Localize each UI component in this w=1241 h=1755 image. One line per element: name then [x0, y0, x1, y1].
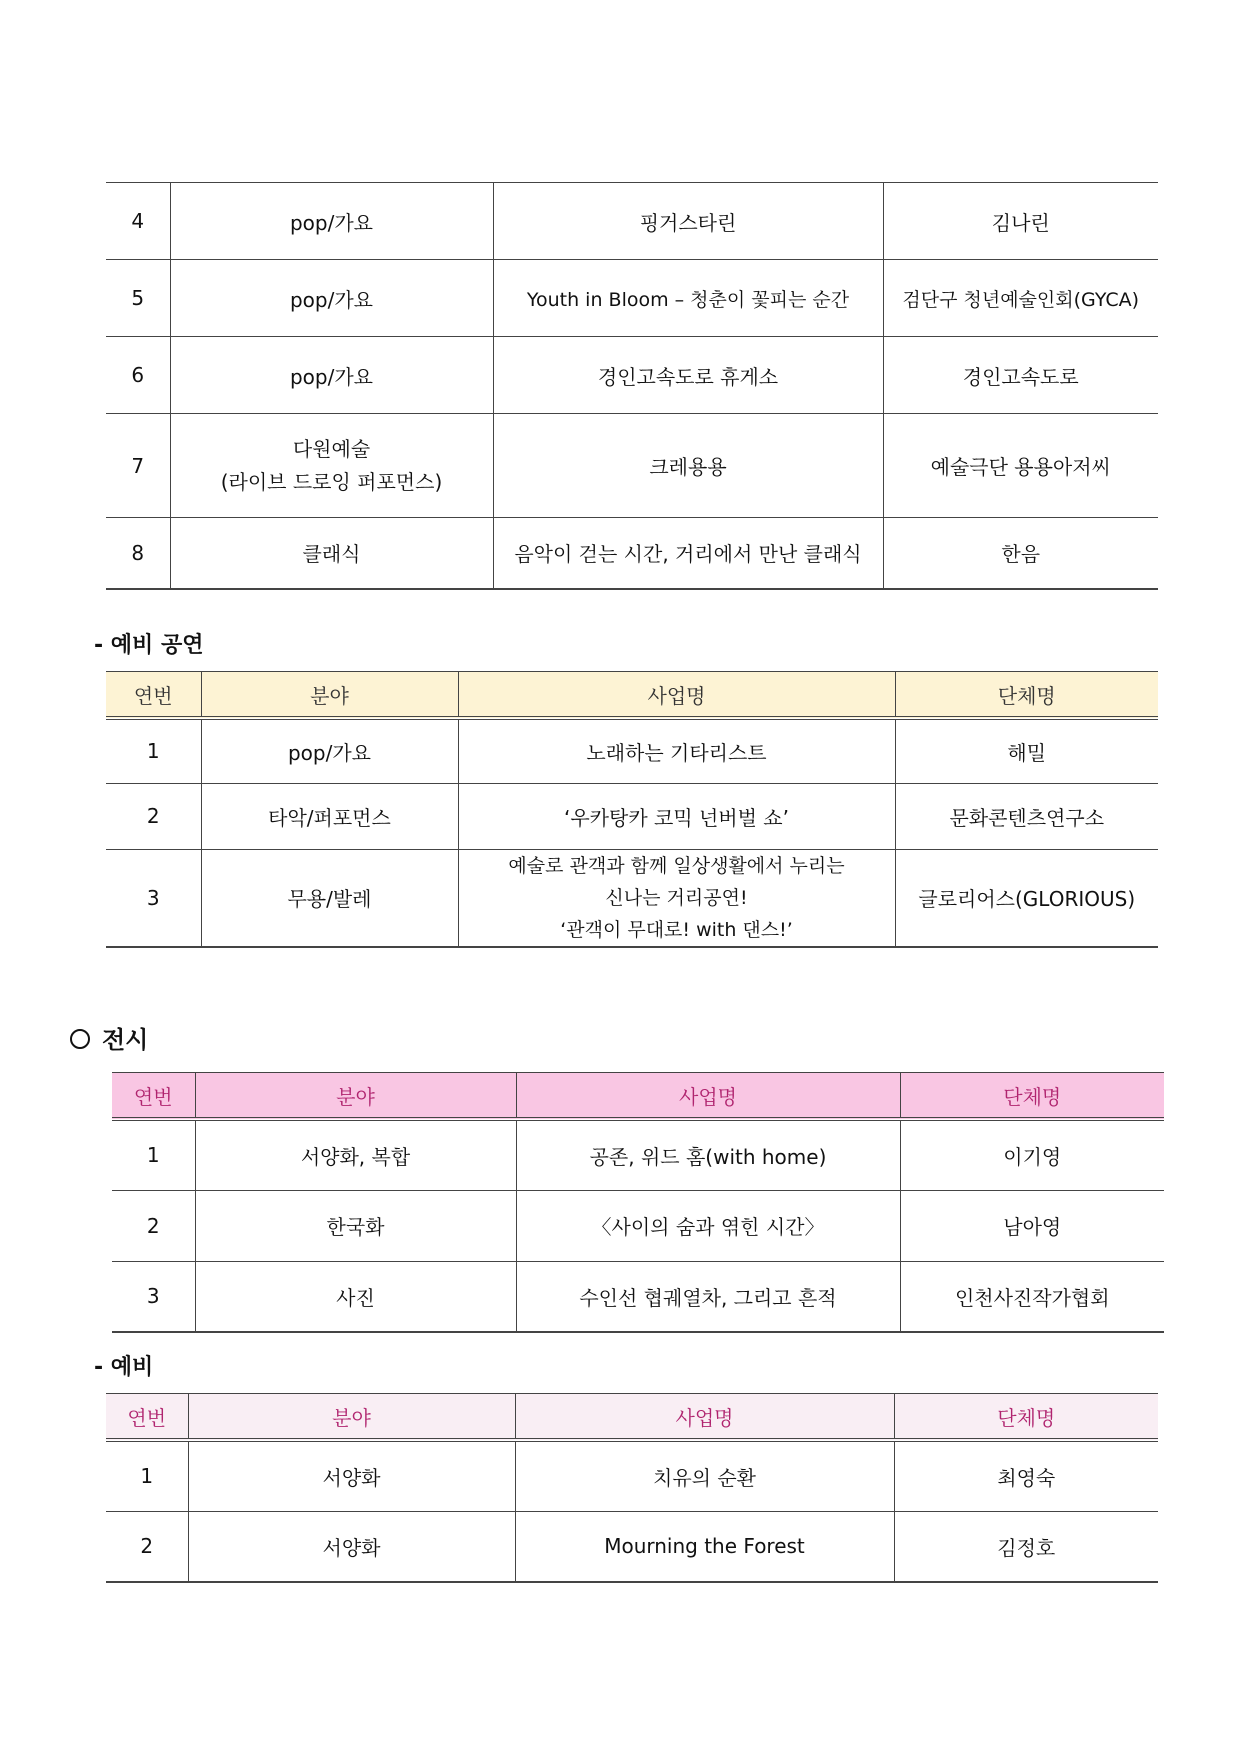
prelim-performance-table [106, 671, 1158, 948]
cell-no: 3 [112, 1261, 195, 1332]
cell-no: 4 [106, 183, 170, 260]
cell-no: 3 [106, 849, 201, 947]
table-row [106, 260, 1158, 337]
header-no: 연번 [112, 1073, 195, 1120]
field-line: 다원예술 [292, 436, 371, 461]
project-line: ‘관객이 무대로! with 댄스!’ [560, 918, 793, 941]
table-row [112, 1119, 1164, 1190]
cell-field: 무용/발레 [201, 849, 458, 947]
cell-group: 한음 [883, 518, 1158, 589]
cell-field: 한국화 [195, 1190, 516, 1261]
performance-table-continued [106, 182, 1158, 590]
cell-field: 서양화, 복합 [195, 1119, 516, 1190]
cell-field: pop/가요 [170, 183, 493, 260]
cell-field: 서양화 [188, 1511, 515, 1582]
cell-group: 해밀 [895, 718, 1158, 783]
section-label-prelim-performance: - 예비 공연 [94, 633, 204, 658]
cell-field [170, 414, 493, 518]
cell-no: 2 [112, 1190, 195, 1261]
header-project: 사업명 [515, 1394, 894, 1441]
header-group: 단체명 [894, 1394, 1158, 1441]
cell-no: 1 [106, 718, 201, 783]
table-header-row [106, 672, 1158, 719]
table-row [106, 183, 1158, 260]
cell-no: 8 [106, 518, 170, 589]
header-project: 사업명 [458, 672, 895, 719]
table-row [112, 1190, 1164, 1261]
cell-field: pop/가요 [170, 260, 493, 337]
cell-project: Mourning the Forest [515, 1511, 894, 1582]
cell-group: 글로리어스(GLORIOUS) [895, 849, 1158, 947]
header-group: 단체명 [900, 1073, 1164, 1120]
cell-field: 타악/퍼포먼스 [201, 783, 458, 849]
cell-project: Youth in Bloom – 청춘이 꽃피는 순간 [493, 260, 883, 337]
field-line: (라이브 드로잉 퍼포먼스) [220, 469, 443, 494]
cell-group: 문화콘텐츠연구소 [895, 783, 1158, 849]
exhibition-table [112, 1072, 1164, 1333]
table-header-row [106, 1394, 1158, 1441]
cell-project: 경인고속도로 휴게소 [493, 337, 883, 414]
cell-project: 크레용용 [493, 414, 883, 518]
header-group: 단체명 [895, 672, 1158, 719]
header-no: 연번 [106, 672, 201, 719]
cell-group: 경인고속도로 [883, 337, 1158, 414]
table-row [112, 1261, 1164, 1332]
cell-group: 남아영 [900, 1190, 1164, 1261]
table-row [106, 414, 1158, 518]
section-title: 전시 [102, 1026, 149, 1054]
table-row [106, 1511, 1158, 1582]
cell-project: 노래하는 기타리스트 [458, 718, 895, 783]
table-row [106, 783, 1158, 849]
cell-no: 2 [106, 783, 201, 849]
cell-no: 6 [106, 337, 170, 414]
project-line: 예술로 관객과 함께 일상생활에서 누리는 [508, 854, 845, 877]
cell-project: 핑거스타린 [493, 183, 883, 260]
cell-no: 1 [106, 1440, 188, 1511]
cell-project [458, 849, 895, 947]
cell-group: 인천사진작가협회 [900, 1261, 1164, 1332]
cell-project: ‘우카탕카 코믹 넌버벌 쇼’ [458, 783, 895, 849]
circle-bullet-icon [70, 1029, 90, 1049]
header-project: 사업명 [516, 1073, 900, 1120]
section-label-exhibition-prelim: - 예비 [94, 1355, 154, 1380]
header-field: 분야 [195, 1073, 516, 1120]
section-label-exhibition [70, 1020, 148, 1055]
cell-field: 사진 [195, 1261, 516, 1332]
cell-group: 김나린 [883, 183, 1158, 260]
table-row [106, 518, 1158, 589]
cell-group: 예술극단 용용아저씨 [883, 414, 1158, 518]
exhibition-prelim-table [106, 1393, 1158, 1583]
cell-group: 검단구 청년예술인회(GYCA) [883, 260, 1158, 337]
header-field: 분야 [201, 672, 458, 719]
cell-no: 7 [106, 414, 170, 518]
header-field: 분야 [188, 1394, 515, 1441]
cell-project: 수인선 협궤열차, 그리고 흔적 [516, 1261, 900, 1332]
cell-field: pop/가요 [201, 718, 458, 783]
table-header-row [112, 1073, 1164, 1120]
cell-no: 5 [106, 260, 170, 337]
table-row [106, 718, 1158, 783]
header-no: 연번 [106, 1394, 188, 1441]
cell-field: 서양화 [188, 1440, 515, 1511]
cell-project: 치유의 순환 [515, 1440, 894, 1511]
cell-field: 클래식 [170, 518, 493, 589]
table-row [106, 1440, 1158, 1511]
cell-group: 김정호 [894, 1511, 1158, 1582]
cell-no: 2 [106, 1511, 188, 1582]
cell-project: 음악이 걷는 시간, 거리에서 만난 클래식 [493, 518, 883, 589]
cell-project: 〈사이의 숨과 엮힌 시간〉 [516, 1190, 900, 1261]
cell-no: 1 [112, 1119, 195, 1190]
table-row [106, 337, 1158, 414]
cell-group: 이기영 [900, 1119, 1164, 1190]
cell-field: pop/가요 [170, 337, 493, 414]
cell-group: 최영숙 [894, 1440, 1158, 1511]
table-row [106, 849, 1158, 947]
cell-project: 공존, 위드 홈(with home) [516, 1119, 900, 1190]
project-line: 신나는 거리공연! [605, 886, 748, 909]
